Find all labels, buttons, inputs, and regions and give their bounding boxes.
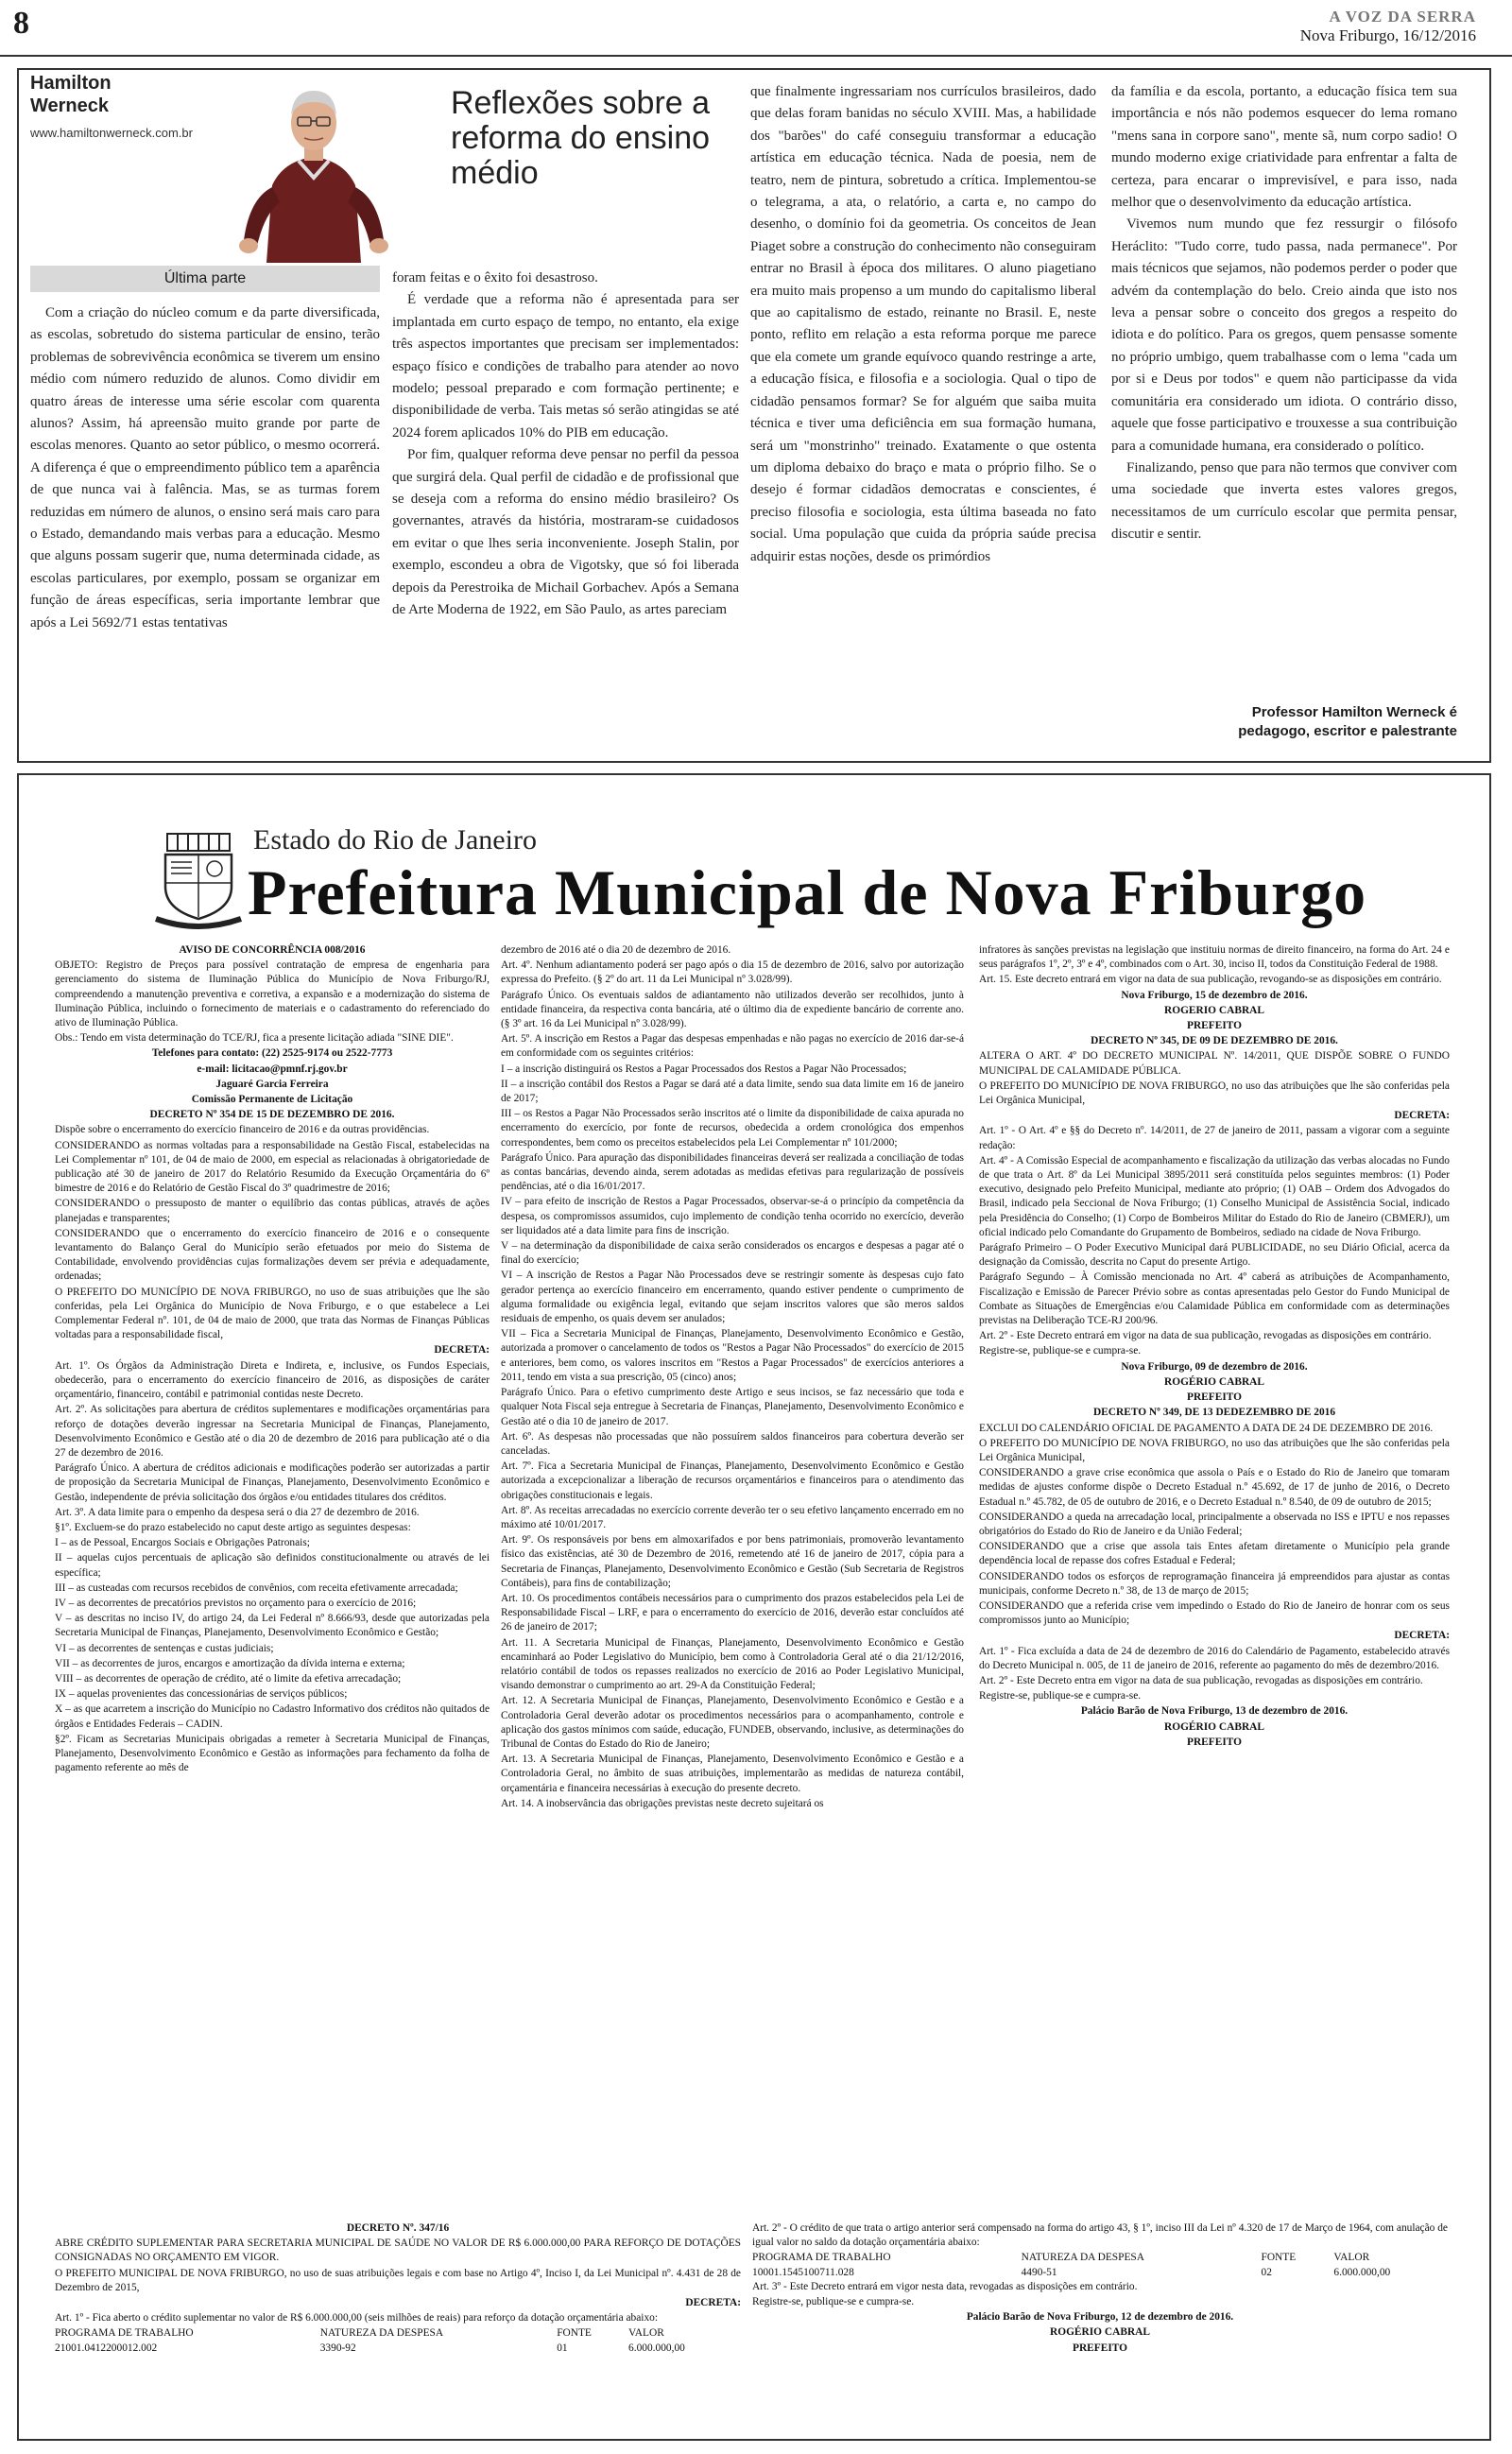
gazette-paragraph: CONSIDERANDO a queda na arrecadação local, principalmente a observada no ISS e IPTU e nos repasses obrigatórios do Estado do Rio de Janeiro e da União Federal; (979, 1511, 1450, 1537)
gazette-paragraph: Palácio Barão de Nova Friburgo, 13 de dezembro de 2016. (1080, 1705, 1349, 1718)
gazette-paragraph: Parágrafo Único. Os eventuais saldos de adiantamento não utilizados deverão ser recolhidos, junto à entidade financeira, da respectiva conta bancária, até o último dia de expediente bancário de corrente ano. (§ 3º art. 16 da Lei Municipal nº 3.028/99). (501, 989, 964, 1030)
article-column-3 (750, 81, 1096, 568)
author-website[interactable]: www.hamiltonwerneck.com.br (30, 126, 193, 140)
gazette-paragraph: Nova Friburgo, 15 de dezembro de 2016. (1121, 989, 1308, 1001)
gazette-paragraph: CONSIDERANDO que a referida crise vem impedindo o Estado do Rio de Janeiro de honrar com os seus compromissos junto ao Município; (979, 1599, 1450, 1627)
gazette-paragraph: Art. 12. A Secretaria Municipal de Finanças, Planejamento, Desenvolvimento Econômico e Gestão e a Controladoria Geral deverão adotar os procedimentos necessários para o acompanhamento, controle e aplicação dos gastos mínimos com saúde, educação, FUNDEB, observando, inclusive, as determinações do Tribunal de Contas do Estado do Rio de Janeiro; (501, 1695, 964, 1750)
gazette-column-2 (501, 943, 964, 2214)
gazette-paragraph: Art. 4º - A Comissão Especial de acompanhamento e fiscalização da utilização das verbas alocadas no Fundo de que trata o Art. 8º da Lei Municipal 3895/2011 será constituída pelos seguintes membros: (1) Poder executivo, designado pelo Prefeito Municipal, mediante ato próprio; (1) OAB – Ordem dos Advogados do Brasil, indicado pela Seccional de Nova Friburgo; (1) Conselho Municipal de Assistência Social, indicado pela Presidência do Conselho; (1) Corpo de Bombeiros Militar do Estado do Rio de Janeiro (CBMERJ), um oficial indicado pelo Comandante do Grupamento de Bombeiros, sediado na cidade de Nova Friburgo. (979, 1154, 1450, 1238)
decree-ementa: ABRE CRÉDITO SUPLEMENTAR PARA SECRETARIA MUNICIPAL DE SAÚDE NO VALOR DE R$ 6.000.000,00 PARA REFORÇO DE DOTAÇÕES CONSIGNADAS NO ORÇAMENTO EM VIGOR. (55, 2238, 741, 2264)
article-column-4 (1111, 81, 1457, 546)
gazette-paragraph: Parágrafo Primeiro – O Poder Executivo Municipal dará PUBLICIDADE, no seu Diário Oficial, acerca da designação da Comissão, descrita no Caput do presente Artigo. (979, 1242, 1450, 1269)
gazette-paragraph: Art. 9º. Os responsáveis por bens em almoxarifados e por bens patrimoniais, promoverão levantamento físico das existências, até 30 de Dezembro de 2016, remetendo até 16 de janeiro de 2017, cópia para a Secretaria de Finanças, Planejamento, Desenvolvimento Econômico e Gestão (Sub Secretaria de Registros Contábeis), para fins de contabilização; (501, 1534, 964, 1589)
table-row (55, 2342, 741, 2356)
gazette-paragraph: PREFEITO (1186, 1736, 1243, 1748)
budget-table (752, 2251, 1448, 2279)
gazette-paragraph: DECRETO Nº 349, DE 13 DEDEZEMBRO DE 2016 (1092, 1407, 1336, 1419)
gazette-paragraph: Parágrafo Segundo – À Comissão mencionada no Art. 4º caberá as atribuições de Acompanhamento, Fiscalização e Emissão de Parecer Prévio sobre as contas apresentadas pelo Gestor do Fundo Municipal de Combate as Situações de Emergências e/ou Calamidade Pública em conformidade com as determinações previstas na Deliberação TCE-RJ 200/96. (979, 1271, 1450, 1327)
gazette-paragraph: CONSIDERANDO que a crise que assola tais Entes afetam diretamente o Município pela grande dependência local de repasse dos cofres Estadual e Federal; (979, 1541, 1450, 1567)
decree-role: PREFEITO (1072, 2342, 1128, 2354)
page-number: 8 (13, 6, 29, 41)
article-column-1 (30, 302, 380, 634)
table-cell: 10001.1545100711.028 (752, 2266, 854, 2278)
gazette-column-3 (979, 943, 1450, 2215)
decree-registre: Registre-se, publique-se e cumpra-se. (752, 2296, 915, 2308)
article-paragraph: Com a criação do núcleo comum e da parte diversificada, as escolas, sobretudo do sistema particular de ensino, terão problemas de sobrevivência econômica se tiverem um ensino médio com número reduzido de alunos. Como dividir em quatro áreas de interesse uma série escolar com quarenta alunos? Assim, há apreensão muito grande por parte de escolas menores. Quanto ao setor público, o mesmo ocorrerá. A diferença é que o empreendimento público tem a aparência de que nunca vai à falência. Mas, se as turmas forem reduzidas em número de alunos, o ensino será mais caro para o Estado, demandando mais verbas para a educação. Mesmo que alguns possam sugerir que, numa determinada cidade, as escolas particulares, por exemplo, possam se organizar em função de áreas específicas, seria importante lembrar que após a Lei 5692/71 estas tentativas (30, 305, 380, 631)
decree-347-right (752, 2221, 1448, 2429)
gazette-paragraph: Art. 3º. A data limite para o empenho da despesa será o dia 27 de dezembro de 2016. (55, 1506, 420, 1518)
author-photo (238, 74, 389, 263)
gazette-paragraph: VI – A inscrição de Restos a Pagar Não Processados deve se restringir somente às despesas cujo fato gerador pertença ao exercício financeiro em encerramento, quando estiver pendente o cumprimento de alguma formalidade ou exigência legal, evitando que sejam inscritos valores que são meros saldos residuais de empenho, os quais devem ser anulados; (501, 1270, 964, 1325)
gazette-paragraph: Art. 8º. As receitas arrecadadas no exercício corrente deverão ter o seu efetivo lançamento encerrado em no máximo até 10/01/2017. (501, 1504, 964, 1530)
newspaper-name: A VOZ DA SERRA (1329, 8, 1476, 26)
gazette-paragraph: Art. 14. A inobservância das obrigações previstas neste decreto sujeitará os (501, 1797, 824, 1809)
table-cell: 6.000.000,00 (1333, 2266, 1391, 2278)
gazette-state: Estado do Rio de Janeiro (253, 824, 537, 855)
table-cell: 4490-51 (1021, 2266, 1057, 2278)
gazette-paragraph: Comissão Permanente de Licitação (191, 1094, 353, 1106)
decree-preamble: O PREFEITO MUNICIPAL DE NOVA FRIBURGO, no uso de suas atribuições legais e com base no Artigo 4º, Inciso I, da Lei Municipal nº. 4.431 de 28 de Dezembro de 2015, (55, 2267, 741, 2293)
decree-article: Art. 1º - Fica aberto o crédito suplementar no valor de R$ 6.000.000,00 (seis milhões de reais) para reforço da dotação orçamentária abaixo: (55, 2312, 659, 2324)
gazette-paragraph: VII – as decorrentes de juros, encargos e amortização da dívida interna e externa; (55, 1657, 405, 1669)
decree-mayor: ROGÉRIO CABRAL (1049, 2326, 1150, 2339)
gazette-paragraph: OBJETO: Registro de Preços para possível contratação de empresa de engenharia para gerenciamento do sistema de Iluminação Pública do Município de Nova Friburgo/RJ, compreendendo a manutenção preventiva e corretiva, a expansão e a modernização do sistema de Iluminação Pública, incluindo o fornecimento de materiais e o cadastramento do referenciado do ativo de Iluminação Pública. (55, 959, 490, 1029)
table-cell: 02 (1261, 2266, 1272, 2278)
gazette-paragraph: infratores às sanções previstas na legislação que instituiu normas de direito financeiro, na forma do Art. 24 e seus parágrafos 1º, 2º, 3º e 4º, combinados com o Art. 30, inciso II, todos da Constituição Federal de 1988. (979, 944, 1450, 971)
table-header: VALOR (1333, 2252, 1370, 2264)
gazette-paragraph: Art. 7º. Fica a Secretaria Municipal de Finanças, Planejamento, Desenvolvimento Econômico e Gestão autorizada a excepcionalizar a liberação de recursos orçamentários e financeiros para o atendimento das obrigações constitucionais e legais. (501, 1460, 964, 1501)
gazette-paragraph: Art. 10. Os procedimentos contábeis necessários para o cumprimento dos prazos estabelecidos pela Lei de Responsabilidade Fiscal – LRF, e para o encerramento do exercício de 2016, deverão estar concluídos até 26 de janeiro de 2017; (501, 1592, 964, 1633)
gazette-paragraph: DECRETA: (1394, 1110, 1450, 1122)
gazette-paragraph: Art. 1º - Fica excluída a data de 24 de dezembro de 2016 do Calendário de Pagamento, estabelecido através do Decreto Municipal n. 005, de 11 de janeiro de 2016, referente ao pagamento do mês de dezembro/2016. (979, 1645, 1450, 1671)
gazette-paragraph: Dispõe sobre o encerramento do exercício financeiro de 2016 e da outras providências. (55, 1124, 430, 1136)
table-cell: 01 (557, 2342, 568, 2354)
gazette-paragraph: DECRETO Nº 345, DE 09 DE DEZEMBRO DE 2016. (1091, 1035, 1338, 1047)
section-label: Última parte (30, 266, 380, 292)
gazette-paragraph: I – a inscrição distinguirá os Restos a Pagar Processados dos Restos a Pagar Não Processados; (501, 1063, 907, 1075)
article-paragraph: que finalmente ingressariam nos currículos brasileiros, dado que delas foram banidas no século XVIII. Mas, a habilidade dos "barões" do café conseguiu transformar a educação artística em educação técnica. Nada de poesia, nem de teatro, nem de pintura, sobretudo a crítica. Implementou-se o telegrama, a ata, o relatório, a carta e, no campo do desenho, o domínio foi da geometria. Os conceitos de Jean Piaget sobre a construção do conhecimento não conseguiram entrar no Brasil à época dos militares. O aluno piagetiano era muito mais propenso a um mundo do capitalismo liberal que ao capitalismo de estado, reinante no Brasil. E, neste ponto, reflito em relação a esta reforma porque me parece que ela comete um grande equívoco quando restringe a arte, a educação física, e filosofia e a sociologia. Qual o tipo de cidadão pensamos formar? Se for alguém que saiba muita técnica e tiver uma deficiência em sua formação humana, será um "monstrinho" treinado. Exatamente o que ostenta um diploma debaixo do braço e mata o próprio filho. Se o desejo é formar cidadãos democratas e conscientes, é preciso filosofia e sociologia, esta última baseada no fato social. Uma população que cuida da própria saúde precisa adquirir estas noções, desde os primórdios (750, 84, 1096, 564)
decree-347-left (55, 2221, 741, 2429)
gazette-paragraph: DECRETA: (1394, 1630, 1450, 1642)
gazette-paragraph: Art. 1º - O Art. 4º e §§ do Decreto nº. 14/2011, de 27 de janeiro de 2011, passam a vigorar com a seguinte redação: (979, 1125, 1450, 1151)
article-paragraph: foram feitas e o êxito foi desastroso. (392, 270, 598, 285)
gazette-paragraph: CONSIDERANDO todos os esforços de reprogramação financeira já empreendidos para ajustar as contas municipais, conforme Decreto n.º 38, de 13 de março de 2015; (979, 1570, 1450, 1597)
gazette-paragraph: VIII – as decorrentes de operação de crédito, até o limite da efetiva arrecadação; (55, 1672, 402, 1685)
gazette-paragraph: Art. 2º - Este Decreto entra em vigor na data de sua publicação, revogadas as disposições em contrário. (979, 1674, 1423, 1686)
gazette-paragraph: Art. 4º. Nenhum adiantamento poderá ser pago após o dia 15 de dezembro de 2016, salvo por autorização expressa do Prefeito. (§ 2º do art. 11 da Lei Municipal nº 3.028/99). (501, 959, 964, 986)
article-title: Reflexões sobre a reforma do ensino médio (451, 85, 711, 191)
table-header: VALOR (628, 2327, 664, 2340)
gazette-paragraph: Obs.: Tendo em vista determinação do TCE/RJ, fica a presente licitação adiada "SINE DIE". (55, 1032, 454, 1045)
gazette-paragraph: PREFEITO (1186, 1391, 1243, 1404)
gazette-paragraph: Art. 15. Este decreto entrará em vigor na data de sua publicação, revogando-se as disposições em contrário. (979, 974, 1442, 986)
gazette-paragraph: ALTERA O ART. 4º DO DECRETO MUNICIPAL Nº. 14/2011, QUE DISPÕE SOBRE O FUNDO MUNICIPAL DE CALAMIDADE PÚBLICA. (979, 1050, 1450, 1077)
budget-table (55, 2326, 741, 2355)
author-name: Hamilton Werneck (30, 73, 112, 116)
decree-decreta: DECRETA: (685, 2297, 741, 2309)
gazette-paragraph: I – as de Pessoal, Encargos Sociais e Obrigações Patronais; (55, 1537, 310, 1549)
gazette-paragraph: O PREFEITO DO MUNICÍPIO DE NOVA FRIBURGO, no uso de suas atribuições que lhe são conferidas, pela Lei Orgânica do Município de Nova Friburgo, e o que estabelece a Lei Complementar Federal nº. 101, de 04 de maio de 2000, que trata das Normas de Finanças Públicas voltadas para a responsabilidade fiscal, (55, 1286, 490, 1341)
gazette-paragraph: Art. 2º - Este Decreto entrará em vigor na data de sua publicação, revogadas as disposições em contrário. (979, 1330, 1432, 1342)
gazette-paragraph: O PREFEITO DO MUNICÍPIO DE NOVA FRIBURGO, no uso das atribuições que lhe são conferidas pela Lei Orgânica Municipal, (979, 1437, 1450, 1463)
table-header-row (55, 2326, 741, 2341)
gazette-paragraph: Parágrafo Único. A abertura de créditos adicionais e modificações poderão ser autorizadas a partir de proposição da Secretaria Municipal de Finanças, Planejamento, Desenvolvimento Econômico e Gestão, independente de prévia solicitação dos órgãos e/ou entidades titulares dos créditos. (55, 1462, 490, 1503)
gazette-paragraph: Registre-se, publique-se e cumpra-se. (979, 1690, 1142, 1702)
gazette-paragraph: CONSIDERANDO que o encerramento do exercício financeiro de 2016 e o consequente levantamento do Balanço Geral do Município serão efetuados por meio do Sistema de Contabilidade, envolvendo providências cujas formalizações devem ser prévia e adequadamente, ordenadas; (55, 1227, 490, 1283)
article-paragraph: É verdade que a reforma não é apresentada para ser implantada em curto espaço de tempo, no entanto, ela exige três aspectos importantes que precisam ser implementados: espaço físico e condições de trabalho para atender ao novo modelo; pessoal preparado e com formação pertinente; e disponibilidade de verba. Tais metas só serão atingidas se até 2024 forem aplicados 10% do PIB em educação. (392, 292, 739, 441)
gazette-paragraph: III – os Restos a Pagar Não Processados serão inscritos até o limite da disponibilidade de caixa apurada no encerramento do exercício, por fonte de recursos, obedecida a ordem cronológica dos empenhos correspondentes, bem como os preceitos estabelecidos pela Lei Complementar nº 101/2000; (501, 1108, 964, 1149)
gazette-paragraph: DECRETA: (434, 1344, 490, 1357)
gazette-paragraph: Art. 5º. A inscrição em Restos a Pagar das despesas empenhadas e não pagas no exercício de 2016 dar-se-á em conformidade com os seguintes critérios: (501, 1033, 964, 1060)
gazette-paragraph: ROGERIO CABRAL (1163, 1004, 1264, 1016)
table-header: PROGRAMA DE TRABALHO (752, 2252, 891, 2264)
gazette-paragraph: Telefones para contato: (22) 2525-9174 ou 2522-7773 (151, 1047, 393, 1060)
table-header-row (752, 2251, 1448, 2265)
table-header: NATUREZA DA DESPESA (1021, 2252, 1144, 2264)
gazette-paragraph: dezembro de 2016 até o dia 20 de dezembro de 2016. (501, 944, 731, 956)
article-paragraph: da família e da escola, portanto, a educação física tem sua importância e nós não podemos esquecer do lema romano "mens sana in corpore sano", mente sã, num corpo sadio! O mundo moderno exige criatividade para enfrentar a falta de certeza, para encarar o imprevisível, e para isso, nada melhor que o desenvolvimento da educação artística. (1111, 84, 1457, 211)
gazette-paragraph: Art. 11. A Secretaria Municipal de Finanças, Planejamento, Desenvolvimento Econômico e Gestão encaminhará ao Poder Legislativo do Município, bem como à Controladoria Geral até o dia 21/12/2016, relatório contábil de todos os repasses realizados no exercício de 2016 ao Poder Legislativo Municipal, visando demonstrar o cumprimento ao art. 29-A da Constituição Federal; (501, 1636, 964, 1692)
gazette-paragraph: CONSIDERANDO a grave crise econômica que assola o País e o Estado do Rio de Janeiro que tomaram medidas de ajustes conforme dispõe o Decreto Estadual n.º 45.692, de 17 de junho de 2016, o Decreto Estadual n.º 45.782, de 05 de outubro de 2016, e o Decreto Estadual n.º 8.540, de 09 de outubro de 2015; (979, 1467, 1450, 1508)
gazette-paragraph: IX – aquelas provenientes das concessionárias de serviços públicos; (55, 1688, 348, 1701)
gazette-paragraph: VI – as decorrentes de sentenças e custas judiciais; (55, 1642, 274, 1654)
gazette-paragraph: CONSIDERANDO as normas voltadas para a responsabilidade na Gestão Fiscal, estabelecidas na Lei Complementar nº 101, de 04 de maio de 2000, em especial as relacionadas à obrigatoriedade de publicação até 30 de janeiro de 2017 do Relatório Resumido da Execução Orçamentária do 6º bimestre de 2016 e do Relatório de Gestão Fiscal do 3º quadrimestre de 2016; (55, 1139, 490, 1195)
gazette-paragraph: ROGÉRIO CABRAL (1163, 1375, 1264, 1388)
gazette-paragraph: Art. 2º. As solicitações para abertura de créditos suplementares e modificações orçamentárias para reforço de dotações deverão ingressar na Secretaria Municipal de Finanças, Planejamento, Desenvolvimento Econômico e Gestão até o dia 20 de dezembro de 2016 para publicação até o dia 27 de dezembro de 2016. (55, 1404, 490, 1459)
page-header (0, 0, 1512, 57)
gazette-paragraph: Parágrafo Único. Para apuração das disponibilidades financeiras deverá ser realizada a conciliação de todas as contas bancárias, devendo ainda, serem adotadas as medidas efetivas para regularização de possíveis pendências, até o dia 16/01/2017. (501, 1151, 964, 1193)
decree-title: DECRETO Nº. 347/16 (346, 2222, 450, 2234)
table-header: FONTE (557, 2327, 592, 2340)
gazette-paragraph: IV – as decorrentes de precatórios previstos no orçamento para o exercício de 2016; (55, 1597, 417, 1609)
gazette-paragraph: II – a inscrição contábil dos Restos a Pagar se dará até a data limite, sendo sua data limite em 16 de janeiro de 2017; (501, 1078, 964, 1105)
article-column-2 (392, 268, 739, 622)
table-header: NATUREZA DA DESPESA (319, 2327, 444, 2340)
table-header: PROGRAMA DE TRABALHO (55, 2327, 194, 2340)
gazette-paragraph: V – as descritas no inciso IV, do artigo 24, da Lei Federal nº 8.666/93, desde que autorizadas pela Secretaria Municipal de Finanças, Planejamento, Desenvolvimento Econômico e Gestão; (55, 1613, 490, 1639)
gazette-paragraph: §1º. Excluem-se do prazo estabelecido no caput deste artigo as seguintes despesas: (55, 1521, 411, 1533)
gazette-paragraph: II – aquelas cujos percentuais de aplicação são definidos constitucionalmente ou através de lei específica; (55, 1552, 490, 1579)
decree-article: Art. 3º - Este Decreto entrará em vigor nesta data, revogadas as disposições em contrário. (752, 2280, 1138, 2292)
gazette-paragraph: Art. 1º. Os Órgãos da Administração Direta e Indireta, e, inclusive, os Fundos Especiais, obedecerão, para o encerramento do exercício financeiro de 2016, as disposições de caráter orçamentário, financeiro, contábil e patrimonial contidas neste Decreto. (55, 1359, 490, 1401)
table-row (752, 2266, 1448, 2280)
gazette-title: Prefeitura Municipal de Nova Friburgo (248, 856, 1367, 928)
gazette-paragraph: DECRETO Nº 354 DE 15 DE DEZEMBRO DE 2016. (149, 1109, 395, 1121)
masthead-info (1300, 8, 1476, 45)
gazette-paragraph: Jaguaré Garcia Ferreira (215, 1078, 329, 1090)
gazette-paragraph: ROGÉRIO CABRAL (1163, 1720, 1264, 1733)
gazette-paragraph: IV – para efeito de inscrição de Restos a Pagar Processados, observar-se-á o princípio da competência da despesa, os compromissos assumidos, cujo implemento de condição tenha ocorrido no exercício, deverão ser liquidados até a data limite para fins de inscrição. (501, 1196, 964, 1236)
gazette-paragraph: Nova Friburgo, 09 de dezembro de 2016. (1121, 1360, 1308, 1373)
gazette-paragraph: O PREFEITO DO MUNICÍPIO DE NOVA FRIBURGO, no uso das atribuições que lhe são conferidas pela Lei Orgânica Municipal, (979, 1080, 1450, 1107)
decree-place: Palácio Barão de Nova Friburgo, 12 de dezembro de 2016. (966, 2311, 1234, 2324)
gazette-paragraph: Registre-se, publique-se e cumpra-se. (979, 1345, 1142, 1357)
gazette-paragraph: §2º. Ficam as Secretarias Municipais obrigadas a remeter à Secretaria Municipal de Finanças, Planejamento, Desenvolvimento Econômico e Gestão as informações para fechamento da folha de pagamento referente ao mês de (55, 1733, 490, 1774)
gazette-paragraph: Parágrafo Único. Para o efetivo cumprimento deste Artigo e seus incisos, se faz necessário que toda e qualquer Nota Fiscal seja entregue à Secretaria de Finanças, Planejamento, Desenvolvimento Econômico e Gestão até o dia 10 de janeiro de 2017. (501, 1387, 964, 1427)
gazette-paragraph: CONSIDERANDO o pressuposto de manter o equilíbrio das contas públicas, através de ações planejadas e transparentes; (55, 1198, 490, 1224)
gazette-paragraph: X – as que acarretem a inscrição do Município no Cadastro Informativo dos créditos não quitados de órgãos e Entidades Federais – CADIN. (55, 1703, 490, 1730)
gazette-paragraph: V – na determinação da disponibilidade de caixa serão considerados os encargos e despesas a pagar até o final do exercício; (501, 1240, 964, 1267)
gazette-paragraph: III – as custeadas com recursos recebidos de convênios, com receita efetivamente arrecadada; (55, 1581, 458, 1594)
table-cell: 21001.0412200012.002 (55, 2342, 158, 2354)
author-signature: Professor Hamilton Werneck é pedagogo, escritor e palestrante (1238, 704, 1457, 739)
gazette-paragraph: EXCLUI DO CALENDÁRIO OFICIAL DE PAGAMENTO A DATA DE 24 DE DEZEMBRO DE 2016. (979, 1422, 1434, 1434)
gazette-paragraph: e-mail: licitacao@pmnf.rj.gov.br (197, 1063, 348, 1075)
gazette-paragraph: PREFEITO (1186, 1020, 1243, 1032)
gazette-paragraph: Art. 6º. As despesas não processadas que não possuírem saldos financeiros para cobertura deverão ser canceladas. (501, 1430, 964, 1457)
issue-date: Nova Friburgo, 16/12/2016 (1299, 26, 1476, 44)
table-header: FONTE (1261, 2252, 1297, 2264)
table-cell: 3390-92 (319, 2342, 356, 2354)
coat-of-arms-icon (146, 828, 250, 932)
article-paragraph: Por fim, qualquer reforma deve pensar no perfil da pessoa que surgirá dela. Qual perfil de cidadão e de profissional que se deseja com a reforma do ensino médio brasileiro? Os governantes, através da história, mostraram-se cuidadosos em evitar o que lhes seria inconveniente. Joseph Stalin, por exemplo, escondeu a obra de Vigotsky, que só foi liberada depois da Perestroika de Michail Gorbachev. Após a Semana de Arte Moderna de 1922, em São Paulo, as artes pareciam (392, 447, 739, 618)
decree-article: Art. 2º - O crédito de que trata o artigo anterior será compensado na forma do artigo 43, § 1º, inciso III da Lei nº 4.320 de 17 de Março de 1964, com anulação de igual valor no saldo da dotação orçamentária abaixo: (752, 2222, 1448, 2249)
gazette-paragraph: Art. 13. A Secretaria Municipal de Finanças, Planejamento, Desenvolvimento Econômico e Gestão e a Controladoria Geral, no âmbito de suas atribuições, implementarão as medidas de natureza contábil, orçamentária e financeira necessárias à execução do presente decreto. (501, 1754, 964, 1794)
article-paragraph: Finalizando, penso que para não termos que conviver com uma sociedade que inverta estes valores gregos, necessitamos de um currículo escolar que permita pensar, discutir e sentir. (1111, 459, 1457, 543)
article-paragraph: Vivemos num mundo que fez ressurgir o filósofo Heráclito: "Tudo corre, tudo passa, nada permanece". Por mais técnicos que sejamos, não podemos perder o poder que advém da contemplação do belo. Creio ainda que isto nos leva a pensar sobre o conceito dos gregos a respeito do idiota e do político. Para os gregos, quem pensasse somente no próprio umbigo, quem trabalhasse com o lema "cada um por si e Deus por todos" e quem não participasse da vida comunitária era considerado um idiota. O contrário disso, aquele que fosse participativo e trouxesse a sua contribuição para a comunidade humana, era considerado o político. (1111, 216, 1457, 454)
gazette-paragraph: VII – Fica a Secretaria Municipal de Finanças, Planejamento, Desenvolvimento Econômico e Gestão, autorizada a promover o cancelamento de todos os "Restos a Pagar Não Processados" do exercício de 2015 e anteriores, bem como, os valores inscritos em "Restos a Pagar Processados" de exercícios anteriores a 2011, tendo em vista a sua prescrição, 05 (cinco) anos; (501, 1328, 964, 1383)
table-cell: 6.000.000,00 (628, 2342, 685, 2354)
gazette-paragraph: AVISO DE CONCORRÊNCIA 008/2016 (179, 944, 366, 956)
gazette-column-1 (55, 943, 490, 2208)
